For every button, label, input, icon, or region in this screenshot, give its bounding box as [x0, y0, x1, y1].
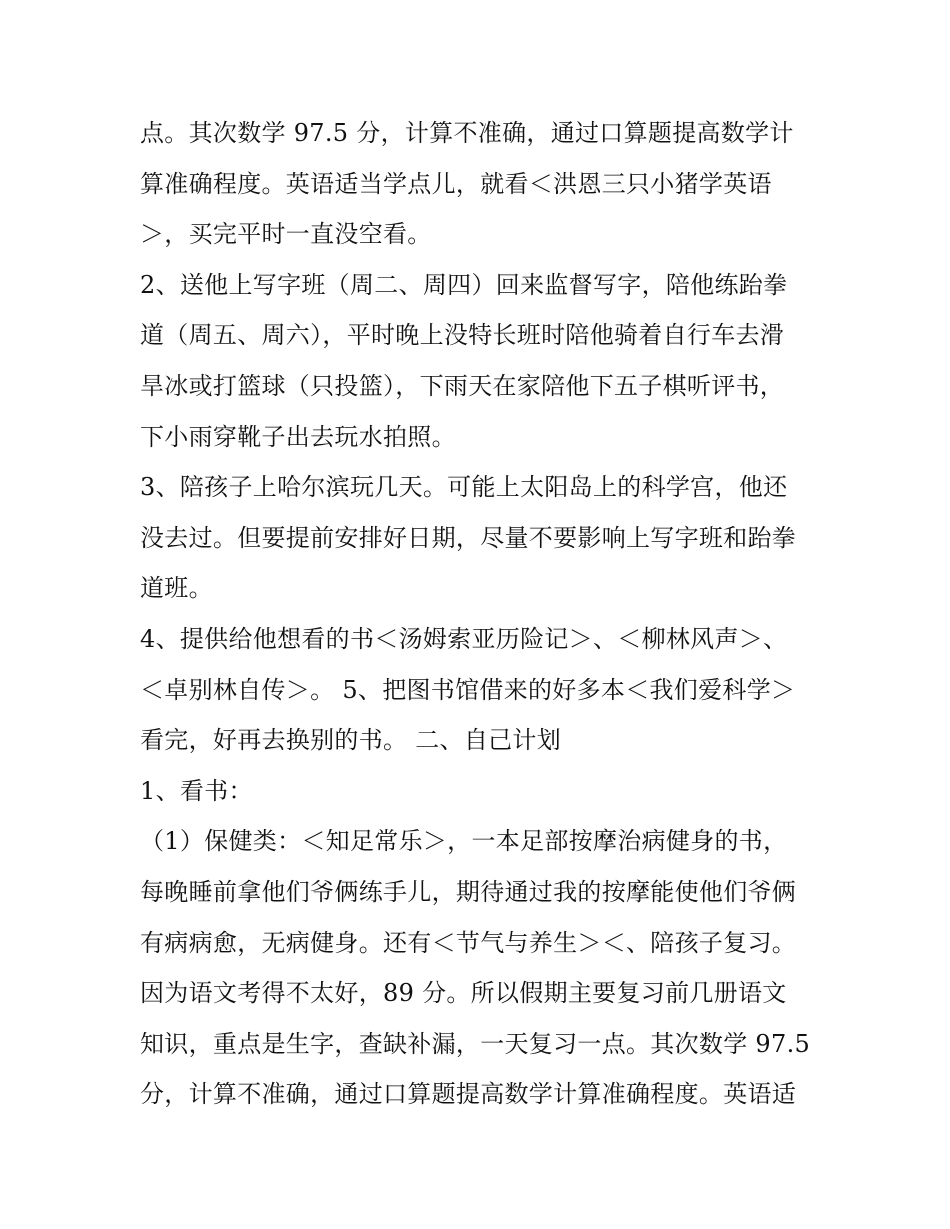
- text-line: 每晚睡前拿他们爷俩练手儿，期待通过我的按摩能使他们爷俩: [140, 877, 797, 906]
- text-line: （1）保健类：＜知足常乐＞，一本足部按摩治病健身的书，: [140, 827, 788, 856]
- text-line: 1、看书：: [140, 776, 253, 805]
- text-line: 4、提供给他想看的书＜汤姆索亚历险记＞、＜柳林风声＞、: [140, 624, 788, 653]
- text-line: 没去过。但要提前安排好日期，尽量不要影响上写字班和跆拳: [140, 523, 797, 552]
- text-line: 看完，好再去换别的书。 二、自己计划: [140, 726, 562, 755]
- text-line: 道班。: [140, 574, 213, 603]
- text-line: 旱冰或打篮球（只投篮），下雨天在家陪他下五子棋听评书，: [140, 371, 785, 400]
- text-line: 知识，重点是生字，查缺补漏，一天复习一点。其次数学 97.5: [140, 1029, 811, 1058]
- text-line: 因为语文考得不太好，89 分。所以假期主要复习前几册语文: [140, 979, 787, 1008]
- text-line: 3、陪孩子上哈尔滨玩几天。可能上太阳岛上的科学宫，他还: [140, 473, 788, 502]
- text-line: ＞，买完平时一直没空看。: [140, 220, 432, 249]
- text-line: 点。其次数学 97.5 分，计算不准确，通过口算题提高数学计: [140, 119, 794, 147]
- text-line: 道（周五、周六），平时晚上没特长班时陪他骑着自行车去滑: [140, 321, 785, 350]
- body-text: [140, 108, 830, 1120]
- text-line: 分，计算不准确，通过口算题提高数学计算准确程度。英语适: [140, 1080, 797, 1109]
- text-line: 下小雨穿靴子出去玩水拍照。: [140, 422, 456, 451]
- text-line: ＜卓别林自传＞。 5、把图书馆借来的好多本＜我们爱科学＞: [140, 675, 796, 704]
- text-line: 算准确程度。英语适当学点儿，就看＜洪恩三只小猪学英语: [140, 169, 772, 198]
- text-line: 有病病愈，无病健身。还有＜节气与养生＞＜、陪孩子复习。: [140, 928, 797, 957]
- text-line: 2、送他上写字班（周二、周四）回来监督写字，陪他练跆拳: [140, 270, 788, 299]
